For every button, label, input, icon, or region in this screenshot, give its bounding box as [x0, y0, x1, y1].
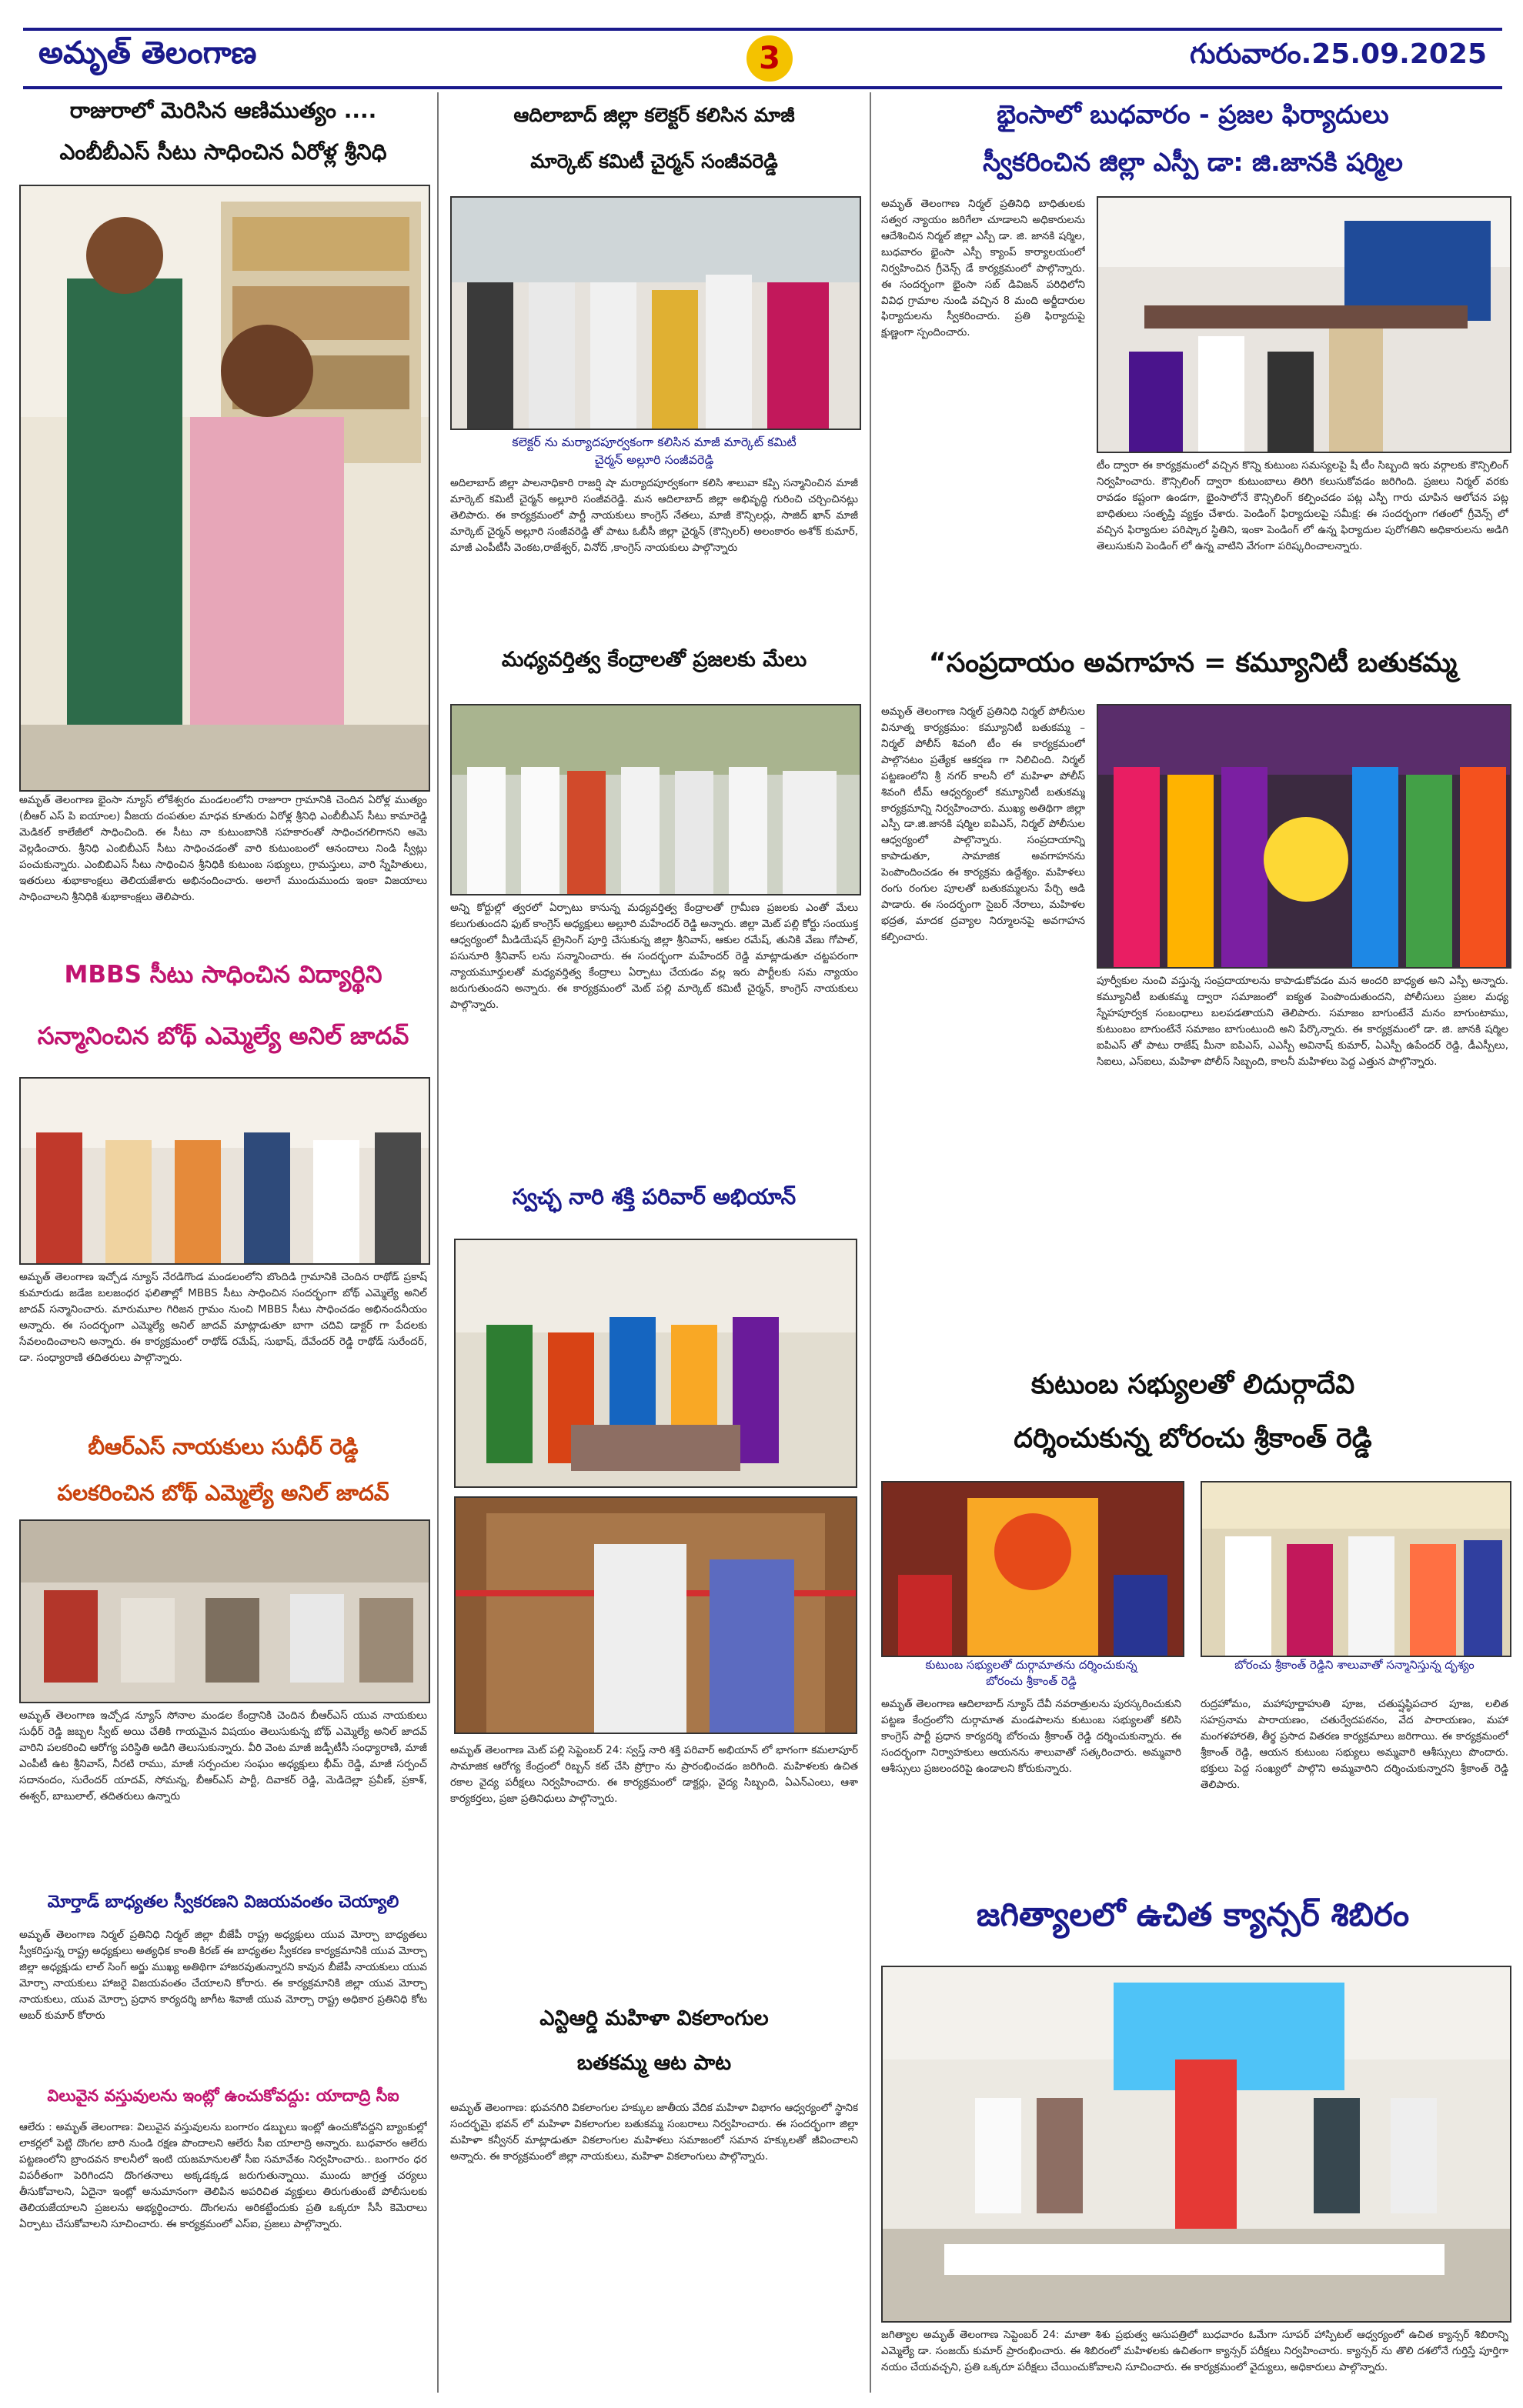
masthead-title: అమృత్ తెలంగాణ	[38, 35, 257, 71]
sudhir-headline-1: బీఆర్ఎస్ నాయకులు సుధీర్ రెడ్డి	[88, 1434, 359, 1459]
adilabad-headline-1: ఆదిలాబాద్ జిల్లా కలెక్టర్ కలిసిన మాజీ	[513, 104, 795, 126]
rajura-headline-1: రాజురాలో మెరిసిన ఆణిముత్యం ....	[69, 98, 377, 123]
swachh-headline: స్వచ్ఛ నారి శక్తి పరివార్ అభియాన్	[512, 1184, 797, 1209]
sampradayam-body-left: అమృత్ తెలంగాణ నిర్మల్ ప్రతినిధి నిర్మల్ పోలీసుల వినూత్న కార్యక్రమం: కమ్యూనిటీ బతుకమ్మ – నిర్మల్ పోలీస్ శివంగి టీం ఈ కార్యక్రమంలో పాల్గొనటం ప్రత్యేక ఆకర్షణ గా నిలిచింది. నిర్మల్ పట్టణంలోని శ్రీ నగర్ కాలనీ లో మహిళా పోలీస్ శివంగి టీమ్ ఆధ్వర్యంలో కమ్యూనిటీ బతుకమ్మ కార్యక్రమాన్ని నిర్వహించారు. ముఖ్య అతిథిగా జిల్లా ఎస్పీ డా.జి.జానకి షర్మిల ఐపిఎస్, నిర్మల్ పోలీసుల ఆధ్వర్యంలో పాల్గొన్నారు. సంప్రదాయాన్ని కాపాడుతూ, సామాజిక అవగాహనను పెంపొందించడం ఈ కార్యక్రమ ఉద్దేశ్యం. మహిళలు రంగు రంగుల పూలతో బతుకమ్మలను పేర్చి ఆడి పాడారు. ఈ సందర్భంగా సైబర్ నేరాలు, మహిళల భద్రత, మాదక ద్రవ్యాల నిర్మూలనపై అవగాహన కల్పించారు.	[881, 705, 1085, 943]
kutumba-headline-2: దర్శించుకున్న బోరంచు శ్రీకాంత్ రెడ్డి	[1014, 1423, 1372, 1454]
yaadadri-headline: విలువైన వస్తువులను ఇంట్లో ఉంచుకోవద్దు: యాదాద్రి సీఐ	[47, 2086, 399, 2105]
masthead	[23, 28, 1502, 89]
sudhir-photo	[19, 1519, 430, 1703]
swachh-photo-2	[454, 1496, 857, 1734]
masthead-date: గురువారం.25.09.2025	[1190, 38, 1487, 70]
rajura-body: అమృత్ తెలంగాణ భైంసా న్యూస్ లోకేశ్వరం మండలంలోని రాజూరా గ్రామానికి చెందిన ఏరోళ్ల ముత్యం (బీఆర్ ఎస్ పి ఐయాంల) వీజయ దంపతుల మాధవ కూతురు ఏరోళ్ల శ్రీనిధి ఎంబీబీఎస్ సీటు కామారెడ్డి మెడికల్ కాలేజీలో సాధించింది. ఈ సీటు నా కుటుంబానికి సహకారంతో సాధించగలిగానని ఆమె వెల్లడించారు. శ్రీనిధి ఎంబిబీఎస్ సీటు సాధించడంతో వారి కుటుంబంలో ఆనందాలు నిండి స్వీట్లు పంచుకున్నారు. ఎంబిబిఎస్ సీటు సాధించిన శ్రీనిధికి కుటుంబ సభ్యులు, గ్రామస్తులు, వారి స్నేహితులు, ఇతరులు శుభాకాంక్షలు తెలియజేశారు అభినందించారు. అలాగే ముందుముందు ఇంకా విజయాలు సాధించాలని శ్రీనిధికి శుభాకాంక్షలు తెలిపారు.	[19, 794, 427, 903]
morthad-headline: మోర్తాడ్ బాధ్యతల స్వీకరణని విజయవంతం చెయ్యాలి	[47, 1893, 399, 1912]
ntr-body: అమృత్ తెలంగాణ: భువనగిరి వికలాంగుల హక్కుల జాతీయ వేదిక మహిళా విభాగం ఆధ్వర్యంలో స్థానిక సందర్భమై భవన్ లో మహిళా వికలాంగుల బతుకమ్మ సంబరాలు నిర్వహించారు. ఈ సందర్భంగా జిల్లా మహిళా కన్వీనర్ మాట్లాడుతూ వికలాంగుల మహిళలు సమాజంలో సమాన హక్కులతో జీవించాలని అన్నారు. ఈ కార్యక్రమంలో జిల్లా నాయకులు, మహిళా వికలాంగులు పాల్గొన్నారు.	[450, 2102, 858, 2163]
kutumba-body-left: అమృత్ తెలంగాణ ఆదిలాబాద్ న్యూస్ దేవీ నవరాత్రులను పురస్కరించుకుని పట్టణ కేంద్రంలోని దుర్గామాత మండపాలను కుటుంబ సభ్యులతో కలిసి కాంగ్రెస్ పార్టీ ప్రధాన కార్యదర్శి బోరంచు శ్రీకాంత్ రెడ్డి దర్శించుకున్నారు. ఈ సందర్భంగా నిర్వాహకులు ఆయనను శాలువాతో సత్కరించారు. అమ్మవారి ఆశీస్సులు ప్రజలందరిపై ఉండాలని కోరుకున్నారు.	[881, 1698, 1181, 1775]
bhainsa-headline-1: భైంసాలో బుధవారం - ప్రజల ఫిర్యాదులు	[997, 99, 1389, 129]
sampradayam-body-right: పూర్వీకుల నుంచి వస్తున్న సంప్రదాయాలను కాపాడుకోవడం మన అందరి బాధ్యత అని ఎస్పీ అన్నారు. కమ్యూనిటీ బతుకమ్మ ద్వారా సమాజంలో ఐక్యత పెంపొందుతుందని, పోలీసులు ప్రజల మధ్య స్నేహపూర్వక సంబంధాలు బలపడతాయని తెలిపారు. సమాజం బాగుంటేనే మనం బాగుంటాము, కుటుంబం బాగుంటేనే సమాజం బాగుంటుంది అని పేర్కొన్నారు. ఈ కార్యక్రమంలో డా. జి. జానకి షర్మిల ఐపిఎస్ తో పాటు రాజేష్ మీనా ఐపిఎస్, ఎఎస్పీ అవినాష్ కుమార్, ఏఎస్పీ ఉపేందర్ రెడ్డి, డీఎస్పీలు, సిఐలు, ఎస్ఐలు, మహిళా పోలీస్ సిబ్బంది, కాలనీ మహిళలు పెద్ద ఎత్తున పాల్గొన్నారు.	[1097, 975, 1508, 1068]
sudhir-body: అమృత్ తెలంగాణ ఇచ్చోడ న్యూస్ సోనాల మండల కేంద్రానికి చెందిన బీఆర్ఎస్ యువ నాయకులు సుధీర్ రెడ్డి జబ్బల స్వీట్ అయి చేతికి గాయమైన విషయం తెలుసుకున్న బోథ్ ఎమ్మెల్యే అనిల్ జాదవ్ వారిని పలకరించి ఆరోగ్య పరిస్థితి అడిగి తెలుసుకున్నారు. వీరి వెంట మాజీ జడ్పీటీసీ సంధ్యారాణి, మాజీ ఎంపీటీ ఉట శ్రీనివాస్, నీరటి రాము, మాజీ సర్పంచుల సంఘం అధ్యక్షులు భీమ్ రెడ్డి, మాజీ సర్పంచ్ సదానందం, సురేందర్ యాదవ్, సోమన్న, బీఆర్ఎస్ పార్టీ, దివాకర్ రెడ్డి, మెడిదెల్లా ప్రవీణ్, ప్రకాశ్, ఈశ్వర్, బాబులాల్, తదితరులు ఉన్నారు	[19, 1709, 427, 1803]
jagityal-headline: జగిత్యాలలో ఉచిత క్యాన్సర్ శిబిరం	[976, 1896, 1410, 1933]
adilabad-caption-1: కలెక్టర్ ను మర్యాదపూర్వకంగా కలిసిన మాజీ మార్కెట్ కమిటీ	[512, 435, 797, 449]
swachh-photo-1	[454, 1239, 857, 1488]
bhainsa-headline-2: స్వీకరించిన జిల్లా ఎస్పీ డా: జి.జానకి షర్మిల	[983, 147, 1403, 177]
kutumba-body-right: రుద్రహోమం, మహాపూర్ణాహుతి పూజ, చతుష్షష్ఠిపచార పూజ, లలిత సహస్రనామ పారాయణం, చతుర్వేదపఠనం, వేద పారాయణం, మహా మంగళహారతి, తీర్థ ప్రసాద వితరణ కార్యక్రమాలు జరిగాయి. ఈ కార్యక్రమంలో శ్రీకాంత్ రెడ్డి, ఆయన కుటుంబ సభ్యులు అమ్మవారి ఆశీస్సులు పొందారు. భక్తులు పెద్ద సంఖ్యలో పాల్గొని అమ్మవారిని దర్శించుకున్నారని శ్రీకాంత్ రెడ్డి తెలిపారు.	[1201, 1698, 1508, 1791]
mbbs-headline-1: MBBS సీటు సాధించిన విద్యార్థిని	[64, 961, 382, 989]
yaadadri-body: ఆలేరు : అమృత్ తెలంగాణ: విలువైన వస్తువులను బంగారం డబ్బులు ఇంట్లో ఉంచుకోవద్దని బ్యాంకుల్లో లాకర్లలో పెట్టి దొంగల బారి నుండి రక్షణ పొందాలని ఆలేరు సీఐ యాలాద్రి అన్నారు. బుధవారం ఆలేరు పట్టణంలోని బ్రాందవన కాలనీలో ఇంటి యజమానులతో సీఐ సమావేశం నిర్వహించారు.. బంగారం ధర విపరీతంగా పెరిగిందని దొంగతనాలు అక్కడక్కడ జరుగుతున్నాయి. ముందు జాగ్రత్త చర్యలు తీసుకోవాలని, ఏదైనా ఇంట్లో అనుమానంగా తెలిపిన అపరిచిత వ్యక్తులు తిరుగుతుంటే పోలీసులకు తెలియజేయాలని ప్రజలను అభ్యర్థించారు. దొంగలను అరికట్టేందుకు ప్రతి ఒక్కరూ సీసీ కెమెరాలు ఏర్పాటు చేసుకోవాలని సూచించారు. ఈ కార్యక్రమంలో ఎస్ఐ, ప్రజలు పాల్గొన్నారు.	[19, 2121, 427, 2230]
rajura-photo	[19, 185, 430, 792]
column-divider	[437, 92, 439, 2393]
sampradayam-photo	[1097, 704, 1511, 969]
page-number-badge: 3	[746, 35, 793, 82]
jagityal-body: జగిత్యాల అమృత్ తెలంగాణ సెప్టెంబర్ 24: మాతా శిశు ప్రభుత్వ ఆసుపత్రిలో బుధవారం ఓమేగా సూపర్ హాస్పిటల్ ఆధ్వర్యంలో ఉచిత క్యాన్సర్ శిబిరాన్ని ఎమ్మెల్యే డా. సంజయ్ కుమార్ ప్రారంభించారు. ఈ శిబిరంలో మహిళలకు ఉచితంగా క్యాన్సర్ పరీక్షలు నిర్వహించారు. క్యాన్సర్ ను తొలి దశలోనే గుర్తిస్తే పూర్తిగా నయం చేయవచ్చని, ప్రతి ఒక్కరూ పరీక్షలు చేయించుకోవాలని సూచించారు. ఈ కార్యక్రమంలో వైద్యులు, అధికారులు పాల్గొన్నారు.	[881, 2329, 1508, 2373]
kutumba-photo-left	[881, 1481, 1184, 1657]
ntr-headline-1: ఎన్టిఆర్డి మహిళా వికలాంగుల	[539, 2006, 769, 2030]
sudhir-headline-2: పలకరించిన బోథ్ ఎమ్మెల్యే అనిల్ జాదవ్	[57, 1480, 389, 1506]
ntr-headline-2: బతకమ్మ ఆట పాట	[576, 2051, 732, 2075]
madhyavarthi-body: అన్ని కోర్టుల్లో త్వరలో ఏర్పాటు కానున్న మధ్యవర్తిత్వ కేంద్రాలతో గ్రామీణ ప్రజలకు ఎంతో మేలు కలుగుతుందని ఫుట్ కాంగ్రెస్ అధ్యక్షులు అల్లూరి మహేందర్ రెడ్డి అన్నారు. జిల్లా మెట్ పల్లి కోర్టు సంయుక్త ఆధ్వర్యంలో మీడియేషన్ ట్రైనింగ్ పూర్తి చేసుకున్న జిల్లా శ్రీనివాస్, ఆకుల రమేష్, తునికి వేణు గోపాల్, పసునూరి శ్రీనివాస్ లను సన్మానించారు. ఈ సందర్భంగా మహేందర్ రెడ్డి మాట్లాడుతూ చట్టపరంగా న్యాయమూర్తులతో మధ్యవర్తిత్వ కేంద్రాలు ఏర్పాటు చేయడం వల్ల ఇరు పార్టీలకు సమ న్యాయం జరుగుతుందని అన్నారు. ఈ కార్యక్రమంలో మెట్ పల్లి మార్కెట్ కమిటీ చైర్మన్, కాంగ్రెస్ నాయకులు పాల్గొన్నారు.	[450, 902, 858, 1011]
adilabad-headline-2: మార్కెట్ కమిటీ చైర్మన్ సంజీవరెడ్డి	[530, 150, 778, 172]
column-divider	[870, 92, 871, 2393]
kutumba-headline-1: కుటుంబ సభ్యులతో లిదుర్గాదేవి	[1030, 1369, 1355, 1400]
kutumba-caption-right: బోరంచు శ్రీకాంత్ రెడ్డిని శాలువాతో సన్మానిస్తున్న దృశ్యం	[1234, 1658, 1475, 1672]
bhainsa-body-right: టీం ద్వారా ఈ కార్యక్రమంలో వచ్చిన కొన్ని కుటుంబ సమస్యలపై షీ టీం సిబ్బంది ఇరు వర్గాలకు కౌన్సిలింగ్ నిర్వహించారు. కౌన్సిలింగ్ ద్వారా కుటుంబాలు తిరిగి కలుసుకోవడం జరిగింది. ప్రజలు నిర్మల్ వరకు రావడం కష్టంగా ఉండగా, భైంసాలోనే కౌన్సిలింగ్ కల్పించడం పట్ల ఎస్పీ గారు చూపిన ఆలోచన పట్ల బాధితులు సంతృప్తి వ్యక్తం చేశారు. పెండింగ్ ఫిర్యాదులపై సమీక్ష: ఈ సందర్భంగా గతంలో గ్రీవెన్స్ లో వచ్చిన ఫిర్యాదుల పరిష్కార స్థితిని, ఇంకా పెండింగ్ లో ఉన్న ఫిర్యాదుల పురోగతిని అధికారులను అడిగి తెలుసుకుని పెండింగ్ లో ఉన్న వాటిని వేగంగా పరిష్కరించాలన్నారు.	[1097, 459, 1508, 552]
bhainsa-photo	[1097, 196, 1511, 453]
jagityal-photo	[881, 1966, 1511, 2323]
mbbs-body: అమృత్ తెలంగాణ ఇచ్చోడ న్యూస్ నేరడిగొండ మండలంలోని బొందిడి గ్రామానికి చెందిన రాథోడ్ ప్రకాష్ కుమారుడు జడేజ బలజంధర ఫలితాల్లో MBBS సీటు సాధించిన సందర్భంగా బోథ్ ఎమ్మెల్యే అనిల్ జాదవ్ సన్మానించారు. మారుమూల గిరిజన గ్రామం నుంచి MBBS సీటు సాధించడం అభినందనీయం అన్నారు. ఈ సందర్భంగా ఎమ్మెల్యే అనిల్ జాదవ్ మాట్లాడుతూ బాగా చదివి డాక్టర్ గా పేదలకు సేవలందించాలని అన్నారు. ఈ కార్యక్రమంలో రాథోడ్ రమేష్, సుభాష్, దేవేందర్ రెడ్డి రాథోడ్ సురేందర్, డా. సంధ్యారాణి తదితరులు పాల్గొన్నారు.	[19, 1271, 427, 1364]
adilabad-photo	[450, 196, 861, 430]
kutumba-caption-left-2: బోరంచు శ్రీకాంత్ రెడ్డి	[986, 1674, 1077, 1688]
kutumba-caption-left-1: కుటుంబ సభ్యులతో దుర్గామాతను దర్శించుకున్న	[925, 1658, 1137, 1672]
morthad-body: అమృత్ తెలంగాణ నిర్మల్ ప్రతినిధి నిర్మల్ జిల్లా బీజేపీ రాష్ట్ర అధ్యక్షులు యువ మోర్చా బాధ్యతలు స్వీకరిస్తున్న రాష్ట్ర అధ్యక్షులు అత్యధిక కాంతి కిరణ్ ఈ బాధ్యతల స్వీకరణ కార్యక్రమానికి యువ మోర్చా జిల్లా అధ్యక్షుడు లాల్ సింగ్ అర్జు ముఖ్య అతిథిగా హాజరవుతున్నారని కావున బీజేపీ నాయకులు యువ మోర్చా నాయకులు హాజరై విజయవంతం చేయాలని కోరారు. ఈ కార్యక్రమానికి జిల్లా యువ మోర్చా నాయకులు, యువ మోర్చా ప్రధాన కార్యదర్శి జాగీట శివాజీ యువ మోర్చా రాష్ట్ర అధికార ప్రతినిధి కోట అబర్ కుమార్ కోరారు	[19, 1929, 427, 2022]
mbbs-photo	[19, 1077, 430, 1265]
rajura-headline-2: ఎంబీబీఎస్ సీటు సాధించిన ఏరోళ్ల శ్రీనిధి	[59, 139, 387, 165]
sampradayam-headline: “సంప్రదాయం అవగాహన = కమ్యూనిటీ బతుకమ్మ	[928, 648, 1458, 679]
bhainsa-body-left: అమృత్ తెలంగాణ నిర్మల్ ప్రతినిధి బాధితులకు సత్వర న్యాయం జరిగేలా చూడాలని అధికారులను ఆదేశించిన నిర్మల్ జిల్లా ఎస్పీ డా. జి. జానకి షర్మిల, బుధవారం భైంసా ఎస్పీ క్యాంప్ కార్యాలయంలో నిర్వహించిన గ్రీవెన్స్ డే కార్యక్రమంలో పాల్గొన్నారు. ఈ సందర్భంగా భైంసా సబ్ డివిజన్ పరిధిలోని వివిధ గ్రామాల నుండి వచ్చిన 8 మంది అర్జీదారుల ఫిర్యాదులను స్వీకరించారు. ప్రతి ఫిర్యాదుపై క్షుణ్ణంగా స్పందించారు.	[881, 198, 1085, 339]
adilabad-body: అదిలాబాద్ జిల్లా పాలనాధికారి రాజర్షి షా మర్యాదపూర్వకంగా కలిసి శాలువా కప్పి సన్మానించిన మాజీ మార్కెట్ కమిటీ చైర్మన్ అల్లూరి సంజీవరెడ్డి. మన ఆదిలాబాద్ జిల్లా అభివృద్ధి గురించి చర్చించినట్లు తెలిపారు. ఈ కార్యక్రమంలో పార్టీ నాయకులు కాంగ్రెస్ నేతలు, మాజీ కౌన్సిలర్లు, సాజిద్ ఖాన్ మాజీ మార్కెట్ చైర్మన్ అల్లూరి సంజీవరెడ్డి తో పాటు ఓబీసీ జిల్లా చైర్మన్ (కౌన్సిలర్) అలంకారం అశోక్ కుమార్, మాజీ ఎంపీటీసీ వెంకట,రాజేశ్వర్, వినోద్ ,కాంగ్రెస్ నాయకులు పాల్గొన్నారు	[450, 477, 858, 554]
kutumba-photo-right	[1201, 1481, 1511, 1657]
swachh-body: అమృత్ తెలంగాణ మెట్ పల్లి సెప్టెంబర్ 24: స్వస్త్ నారి శక్తి పరివార్ అభియాన్ లో భాగంగా కమలాపూర్ సామాజిక ఆరోగ్య కేంద్రంలో రిబ్బన్ కట్ చేసి ప్రోగ్రాం ను ప్రారంభించడం జరిగింది. మహిళలకు ఉచిత రకాల వైద్య పరీక్షలు నిర్వహించారు. ఈ కార్యక్రమంలో డాక్టర్లు, వైద్య సిబ్బంది, ఏఎన్ఎంలు, ఆశా కార్యకర్తలు, ప్రజా ప్రతినిధులు పాల్గొన్నారు.	[450, 1744, 858, 1805]
adilabad-caption-2: చైర్మన్ అల్లూరి సంజీవరెడ్డి	[594, 452, 714, 467]
mbbs-headline-2: సన్మానించిన బోథ్ ఎమ్మెల్యే అనిల్ జాదవ్	[37, 1022, 409, 1050]
madhyavarthi-headline: మధ్యవర్తిత్వ కేంద్రాలతో ప్రజలకు మేలు	[501, 648, 807, 672]
madhyavarthi-photo	[450, 704, 861, 895]
